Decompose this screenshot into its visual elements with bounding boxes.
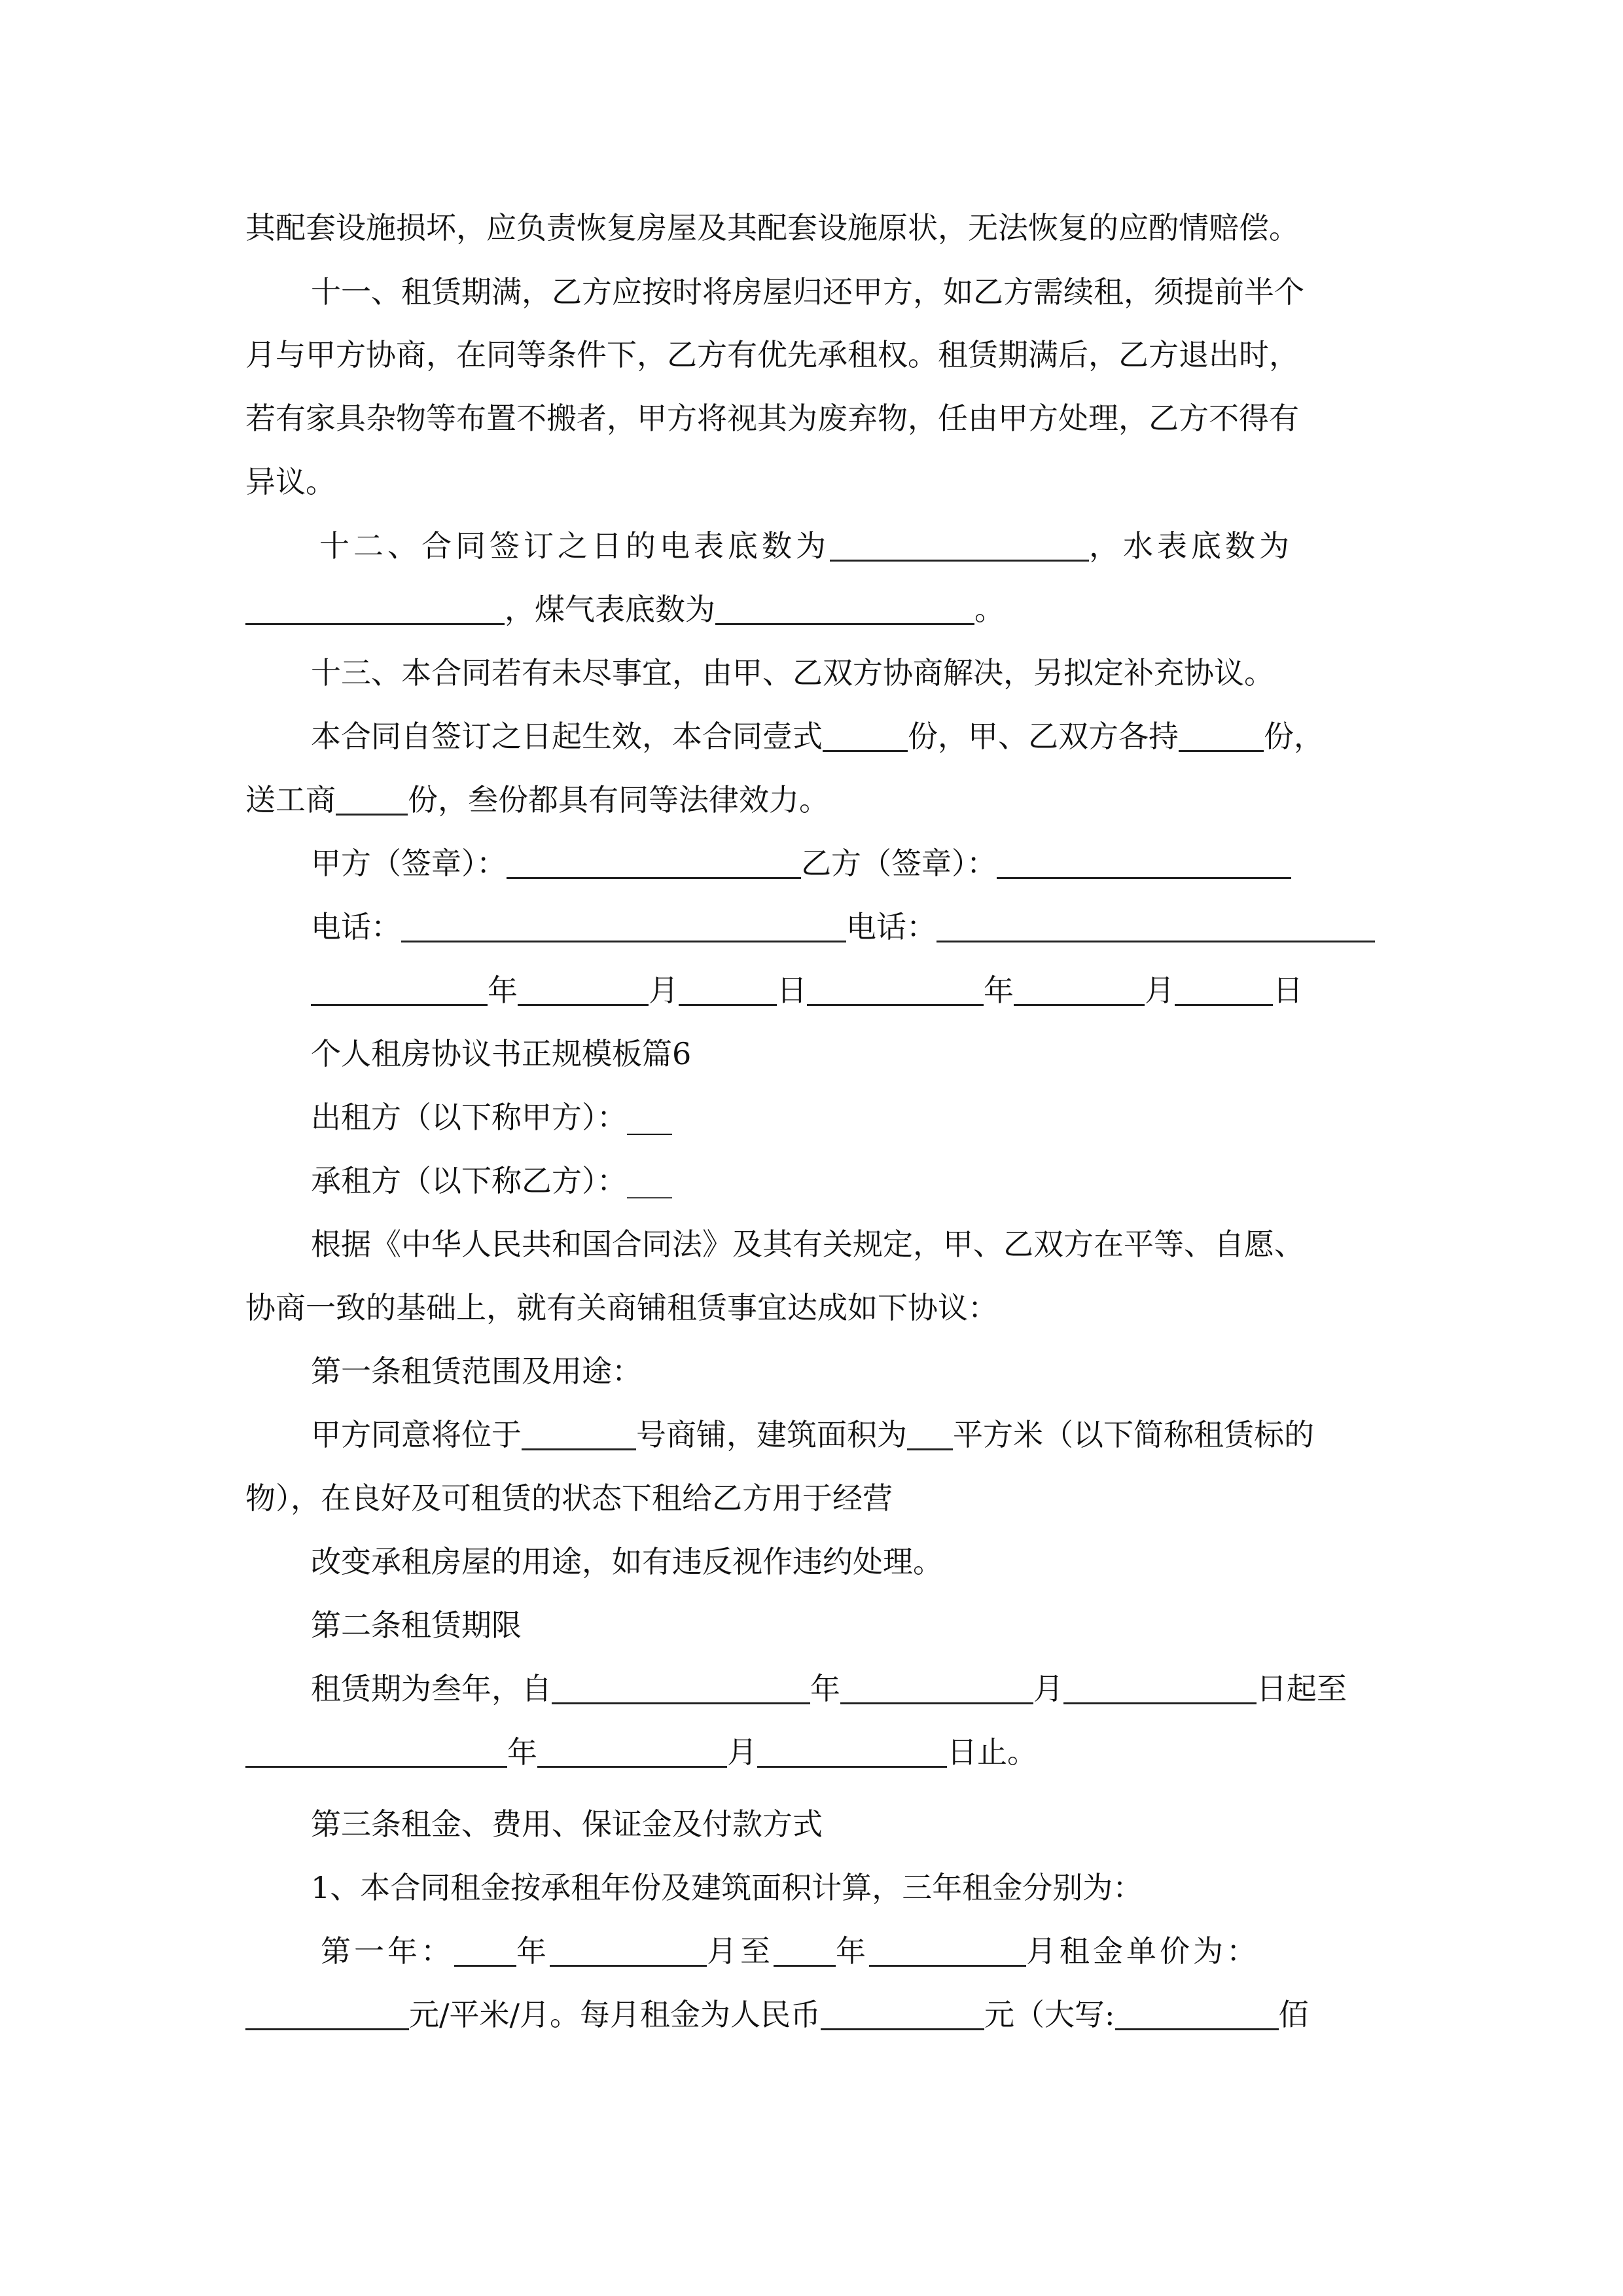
year-label: 年	[488, 973, 518, 1008]
text-span: 送工商	[245, 782, 336, 817]
day-label: 日	[777, 973, 807, 1008]
paragraph-line: 月与甲方协商，在同等条件下，乙方有优先承租权。租赁期满后，乙方退出时，	[245, 337, 1299, 372]
first-year-to-year-blank[interactable]	[774, 1935, 836, 1967]
period-text: 。	[974, 592, 1005, 627]
month-label: 月	[1145, 973, 1175, 1008]
month-label: 月	[649, 973, 679, 1008]
lease-term-line	[311, 1657, 1347, 1721]
area-blank[interactable]	[907, 1418, 953, 1450]
text-span: 号商铺，建筑面积为	[636, 1417, 907, 1452]
phone-line	[311, 895, 1375, 959]
text-span: 月至	[707, 1933, 774, 1969]
paragraph-line: 其配套设施损坏，应负责恢复房屋及其配套设施原状，无法恢复的应酌情赔偿。	[245, 210, 1299, 245]
clause-11-line: 十一、租赁期满，乙方应按时将房屋归还甲方，如乙方需续租，须提前半个	[311, 274, 1304, 310]
paragraph-line: 物），在良好及可租赁的状态下租给乙方用于经营	[245, 1480, 893, 1516]
date-b-month-blank[interactable]	[1014, 974, 1145, 1006]
unit-price-blank[interactable]	[245, 1998, 409, 2030]
date-a-year-blank[interactable]	[311, 974, 488, 1006]
lessee-line: 承租方（以下称乙方）：___	[311, 1163, 672, 1198]
month-label: 月	[1033, 1671, 1063, 1706]
first-year-from-month-blank[interactable]	[550, 1935, 707, 1967]
section-title: 个人租房协议书正规模板篇6	[311, 1036, 692, 1071]
text-span: 第一年：	[321, 1933, 454, 1969]
shop-number-blank[interactable]	[522, 1418, 636, 1450]
text-span: 佰	[1278, 1997, 1309, 2032]
party-a-phone-blank[interactable]	[401, 910, 846, 942]
text-span: 日起至	[1257, 1671, 1347, 1706]
end-day-blank[interactable]	[757, 1736, 947, 1768]
text-span: 本合同自签订之日起生效，本合同壹式	[311, 719, 823, 754]
date-a-month-blank[interactable]	[518, 974, 649, 1006]
date-b-year-blank[interactable]	[807, 974, 984, 1006]
date-b-day-blank[interactable]	[1175, 974, 1273, 1006]
start-year-blank[interactable]	[552, 1672, 810, 1704]
text-span: 元/平米/月。每月租金为人民币	[409, 1997, 821, 2032]
first-year-line	[321, 1920, 1260, 1983]
text-span: 份，	[1264, 719, 1324, 754]
text-span: 份，叁份都具有同等法律效力。	[408, 782, 829, 817]
copies-commerce-blank[interactable]	[336, 783, 408, 816]
electric-meter-blank[interactable]	[830, 529, 1089, 562]
end-month-blank[interactable]	[537, 1736, 727, 1768]
party-b-phone-label: 电话：	[846, 909, 936, 944]
copies-each-blank[interactable]	[1179, 720, 1264, 752]
gas-meter-label: ，煤气表底数为	[505, 592, 715, 627]
article-1-line	[311, 1403, 1314, 1467]
first-year-from-year-blank[interactable]	[454, 1935, 516, 1967]
text-span: 日止。	[947, 1734, 1037, 1770]
start-month-blank[interactable]	[840, 1672, 1033, 1704]
preamble-line: 根据《中华人民共和国合同法》及其有关规定，甲、乙双方在平等、自愿、	[311, 1227, 1304, 1262]
paragraph-line	[245, 1721, 1037, 1784]
clause-13-line: 十三、本合同若有未尽事宜，由甲、乙双方协商解决，另拟定补充协议。	[311, 655, 1274, 691]
party-a-signature-blank[interactable]	[507, 847, 801, 879]
gas-meter-blank[interactable]	[715, 593, 974, 625]
effective-line	[311, 705, 1324, 768]
year-label: 年	[507, 1734, 537, 1770]
start-day-blank[interactable]	[1063, 1672, 1257, 1704]
party-b-signature-blank[interactable]	[997, 847, 1291, 879]
monthly-rent-blank[interactable]	[821, 1998, 984, 2030]
year-label: 年	[984, 973, 1014, 1008]
year-label: 年	[836, 1933, 869, 1969]
date-a-day-blank[interactable]	[679, 974, 777, 1006]
paragraph-line: 若有家具杂物等布置不搬者，甲方将视其为废弃物，任由甲方处理，乙方不得有	[245, 401, 1299, 436]
month-label: 月	[727, 1734, 757, 1770]
electric-meter-label: 十二、合同签订之日的电表底数为	[319, 528, 830, 564]
paragraph-line	[245, 578, 1005, 641]
signature-line	[311, 832, 1291, 895]
rent-in-words-blank[interactable]	[1115, 1998, 1279, 2030]
party-b-signature-label: 乙方（签章）：	[801, 846, 997, 881]
water-meter-label: ，水表底数为	[1089, 528, 1293, 564]
paragraph-line: 异议。	[245, 464, 336, 499]
end-year-blank[interactable]	[245, 1736, 507, 1768]
article-1-heading: 第一条租赁范围及用途：	[311, 1354, 642, 1389]
lessor-line: 出租方（以下称甲方）：___	[311, 1100, 672, 1135]
date-line	[311, 959, 1303, 1022]
water-meter-blank[interactable]	[245, 593, 505, 625]
article-3-heading: 第三条租金、费用、保证金及付款方式	[311, 1806, 823, 1842]
text-span: 元（大写:	[984, 1997, 1115, 2032]
rent-calculation-line: 1、本合同租金按承租年份及建筑面积计算，三年租金分别为：	[311, 1870, 1143, 1905]
text-span: 月租金单价为：	[1026, 1933, 1260, 1969]
paragraph-line: 协商一致的基础上，就有关商铺租赁事宜达成如下协议：	[245, 1290, 998, 1325]
first-year-to-month-blank[interactable]	[869, 1935, 1026, 1967]
text-span: 平方米（以下简称租赁标的	[953, 1417, 1314, 1452]
clause-12-line	[319, 514, 1293, 578]
text-span: 份，甲、乙双方各持	[908, 719, 1179, 754]
party-b-phone-blank[interactable]	[936, 910, 1375, 942]
article-2-heading: 第二条租赁期限	[311, 1607, 522, 1643]
year-label: 年	[516, 1933, 550, 1969]
year-label: 年	[810, 1671, 840, 1706]
copies-total-blank[interactable]	[823, 720, 908, 752]
paragraph-line: 改变承租房屋的用途，如有违反视作违约处理。	[311, 1544, 943, 1579]
text-span: 甲方同意将位于	[311, 1417, 522, 1452]
paragraph-line	[245, 768, 829, 832]
day-label: 日	[1273, 973, 1303, 1008]
party-a-phone-label: 电话：	[311, 909, 401, 944]
text-span: 租赁期为叁年，自	[311, 1671, 552, 1706]
party-a-signature-label: 甲方（签章）：	[311, 846, 507, 881]
paragraph-line	[245, 1983, 1309, 2047]
